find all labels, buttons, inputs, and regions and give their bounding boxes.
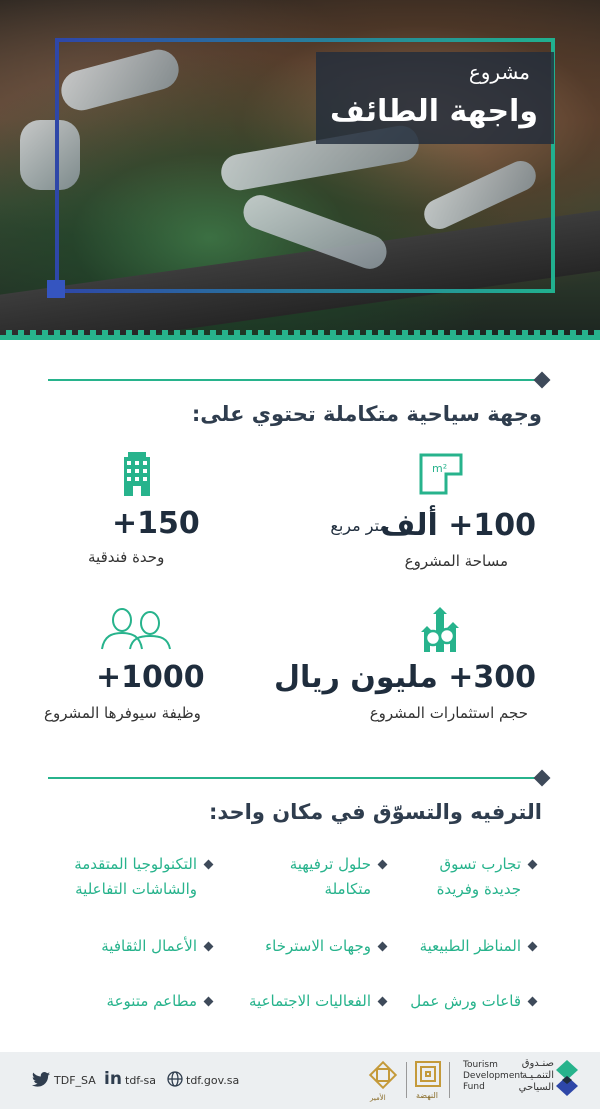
section-divider [48, 379, 541, 381]
bullet-diamond [378, 997, 388, 1007]
fund-name-en: Tourism Development Fund [463, 1060, 524, 1092]
people-icon [100, 606, 172, 650]
stat-hotel-label: وحدة فندقية [88, 548, 165, 566]
investment-growth-icon [419, 606, 461, 652]
bullet-diamond [528, 860, 538, 870]
section1-title: وجهة سياحية متكاملة تحتوي على: [191, 402, 542, 426]
hero-image [0, 0, 600, 340]
list-item: تجارب تسوق جديدة وفريدة [437, 852, 536, 902]
stat-investment-label: حجم استثمارات المشروع [369, 704, 528, 722]
logo-separator [449, 1062, 450, 1098]
logo-separator [406, 1062, 407, 1098]
section2-title: الترفيه والتسوّق في مكان واحد: [209, 800, 542, 824]
list-item: وجهات الاسترخاء [265, 934, 386, 959]
left-logo-caption: الأمير [370, 1094, 386, 1102]
ornament-logo [366, 1058, 400, 1092]
list-item: مطاعم متنوعة [107, 989, 212, 1014]
list-item: حلول ترفيهية متكاملة [290, 852, 386, 902]
stat-area-label: مساحة المشروع [404, 552, 508, 570]
list-item: المناظر الطبيعية [420, 934, 536, 959]
mid-logo-caption: النهضة [416, 1091, 438, 1100]
kufic-logo [414, 1060, 442, 1088]
bullet-diamond [528, 942, 538, 952]
stat-area-unit: متر مربع [330, 516, 388, 535]
section-divider [48, 777, 541, 779]
bullet-diamond [204, 942, 214, 952]
globe-icon[interactable] [167, 1071, 183, 1087]
stat-area-value: 100+ ألف [380, 508, 536, 543]
twitter-icon[interactable] [32, 1072, 50, 1087]
website-link[interactable]: tdf.gov.sa [186, 1074, 240, 1087]
stat-jobs-label: وظيفة سيوفرها المشروع [44, 704, 201, 722]
bullet-diamond [378, 860, 388, 870]
fund-name-ar: صنـدوق التنمـيـة السياحي [518, 1058, 554, 1093]
bullet-diamond [378, 942, 388, 952]
linkedin-icon[interactable]: in [104, 1069, 122, 1089]
svg-text:m²: m² [432, 462, 448, 475]
zigzag-border [0, 328, 600, 340]
bullet-diamond [204, 997, 214, 1007]
frame-corner-square [47, 280, 65, 298]
hero-title-line1: مشروع [468, 60, 530, 84]
stat-investment-value: 300+ مليون ريال [274, 660, 536, 695]
bullet-diamond [204, 860, 214, 870]
list-item: الأعمال الثقافية [101, 934, 212, 959]
linkedin-handle[interactable]: tdf-sa [125, 1074, 157, 1087]
tdf-logo-icon [556, 1060, 578, 1098]
hero-title-line2: واجهة الطائف [329, 94, 538, 129]
footer [0, 1052, 600, 1109]
divider-diamond [534, 770, 551, 787]
twitter-handle[interactable]: TDF_SA [54, 1074, 96, 1087]
m2-icon [418, 452, 464, 496]
bullet-diamond [528, 997, 538, 1007]
divider-diamond [534, 372, 551, 389]
stat-jobs-value: 1000+ [96, 660, 205, 695]
list-item: الفعاليات الاجتماعية [249, 989, 386, 1014]
stat-hotel-value: 150+ [112, 506, 200, 541]
list-item: قاعات ورش عمل [410, 989, 536, 1014]
hotel-building-icon [122, 452, 152, 496]
list-item: التكنولوجيا المتقدمة والشاشات التفاعلية [74, 852, 212, 902]
